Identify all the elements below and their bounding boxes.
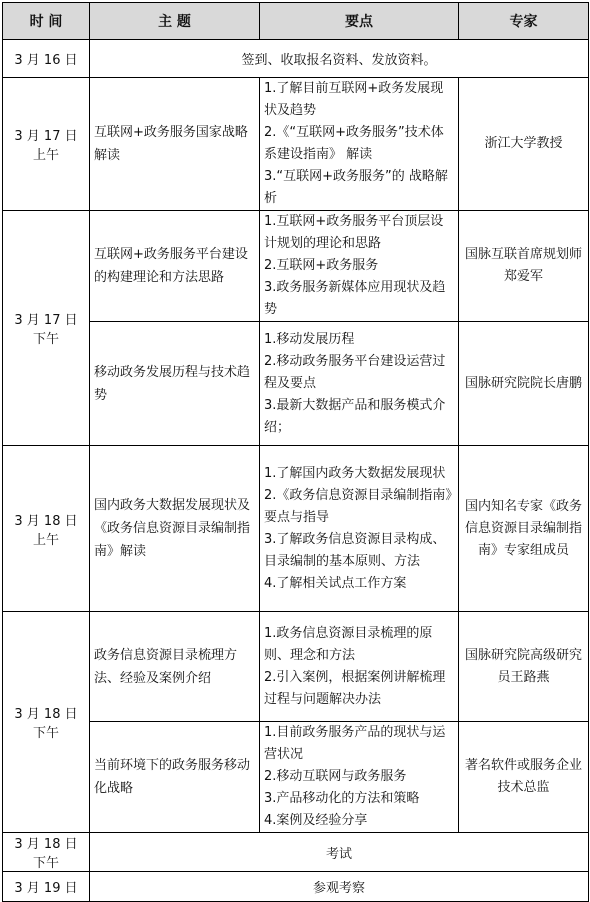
- point-item: 2.互联网+政务服务: [264, 258, 379, 273]
- expert-cell: 国脉研究院高级研究员王路燕: [459, 612, 589, 722]
- table-row: [3, 446, 589, 612]
- table-row: [3, 833, 589, 872]
- points-cell: [260, 78, 459, 211]
- points-cell: [260, 722, 459, 833]
- point-item: 1.移动发展历程: [264, 331, 355, 347]
- schedule-table: [2, 2, 589, 902]
- header-time: 时 间: [3, 3, 90, 40]
- expert-cell: 国脉研究院院长唐鹏: [459, 322, 589, 446]
- table-row: [3, 322, 589, 446]
- table-row: [3, 872, 589, 902]
- expert-cell: 国内知名专家《政务信息资源目录编制指南》专家组成员: [459, 446, 589, 612]
- topic-cell: 互联网+政务服务国家战略解读: [90, 78, 260, 211]
- point-item: 4.了解相关试点工作方案: [264, 575, 407, 591]
- activity-cell: 考试: [90, 833, 589, 872]
- table-row: [3, 722, 589, 833]
- points-cell: [260, 446, 459, 612]
- point-item: 1.了解国内政务大数据发展现状: [264, 465, 446, 481]
- topic-cell: 政务信息资源目录梳理方法、经验及案例介绍: [90, 612, 260, 722]
- time-cell: 3 月 18 日 下午: [3, 612, 90, 833]
- time-cell: 3 月 18 日 上午: [3, 446, 90, 612]
- table-row: [3, 40, 589, 78]
- points-cell: [260, 322, 459, 446]
- time-cell: 3 月 19 日: [3, 872, 90, 902]
- point-item: 1.互联网+政务服务平台顶层设计规划的理论和思路: [264, 214, 444, 251]
- point-item: 2.移动互联网与政务服务: [264, 769, 407, 784]
- point-item: 3.了解政务信息资源目录构成、目录编制的基本原则、方法: [264, 531, 446, 569]
- point-item: 2.《政务信息资源目录编制指南》要点与指导: [264, 487, 452, 525]
- header-expert: 专家: [459, 3, 589, 40]
- header-row: [3, 3, 589, 40]
- topic-cell: 互联网+政务服务平台建设的构建理论和方法思路: [90, 211, 260, 322]
- time-cell: 3 月 17 日 上午: [3, 78, 90, 211]
- header-points: 要点: [260, 3, 459, 40]
- topic-cell: 国内政务大数据发展现状及《政务信息资源目录编制指南》解读: [90, 446, 260, 612]
- points-cell: [260, 612, 459, 722]
- table-row: [3, 211, 589, 322]
- point-item: 2.《“互联网+政务服务”技术体系建设指南》 解读: [264, 125, 444, 162]
- point-item: 3.“互联网+政务服务”的 战略解析: [264, 169, 448, 206]
- point-item: 2.移动政务服务平台建设运营过程及要点: [264, 353, 446, 391]
- expert-cell: 国脉互联首席规划师郑爱军: [459, 211, 589, 322]
- point-item: 2.引入案例，根据案例讲解梳理过程与问题解决办法: [264, 669, 446, 707]
- expert-cell: 著名软件或服务企业技术总监: [459, 722, 589, 833]
- time-cell: 3 月 16 日: [3, 40, 90, 78]
- point-item: 3.政务服务新媒体应用现状及趋势: [264, 280, 446, 317]
- point-item: 4.案例及经验分享: [264, 813, 368, 828]
- point-item: 3.产品移动化的方法和策略: [264, 791, 420, 806]
- time-cell: 3 月 17 日 下午: [3, 211, 90, 446]
- table-row: [3, 612, 589, 722]
- activity-cell: 签到、收取报名资料、发放资料。: [90, 40, 589, 78]
- point-item: 1.目前政务服务产品的现状与运营状况: [264, 725, 446, 762]
- header-topic: 主 题: [90, 3, 260, 40]
- topic-cell: 移动政务发展历程与技术趋势: [90, 322, 260, 446]
- point-item: 3.最新大数据产品和服务模式介绍；: [264, 397, 446, 435]
- expert-cell: 浙江大学教授: [459, 78, 589, 211]
- table-row: [3, 78, 589, 211]
- time-cell: 3 月 18 日 下午: [3, 833, 90, 872]
- topic-cell: 当前环境下的政务服务移动化战略: [90, 722, 260, 833]
- point-item: 1.政务信息资源目录梳理的原则、理念和方法: [264, 625, 433, 663]
- points-cell: [260, 211, 459, 322]
- point-item: 1.了解目前互联网+政务发展现状及趋势: [264, 81, 444, 118]
- activity-cell: 参观考察: [90, 872, 589, 902]
